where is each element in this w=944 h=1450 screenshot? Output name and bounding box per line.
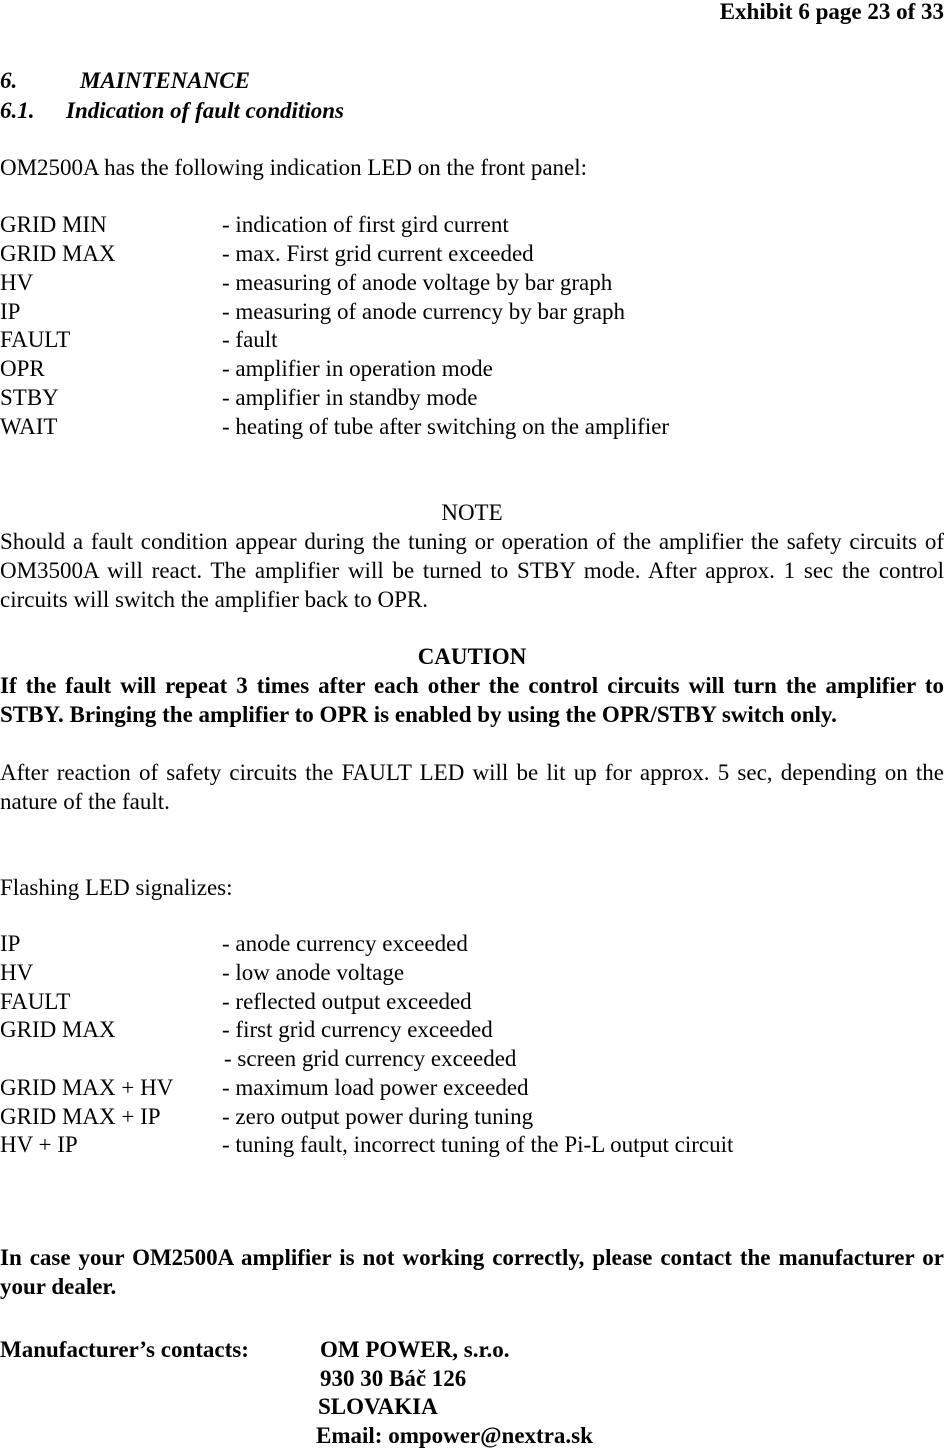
indicator-desc: - amplifier in operation mode <box>222 356 493 381</box>
flashing-intro: Flashing LED signalizes: <box>0 875 233 900</box>
indicator-label: GRID MAX <box>0 241 116 266</box>
contacts-label: Manufacturer’s contacts: <box>0 1337 249 1362</box>
subsection-number: 6.1. <box>0 98 35 123</box>
note-title: NOTE <box>441 500 503 525</box>
list-item <box>0 412 944 441</box>
flashing-desc: - reflected output exceeded <box>222 989 472 1014</box>
contact-note: In case your OM2500A amplifier is not working correctly, please contact the manufacturer or your dealer. <box>0 1245 944 1299</box>
list-item <box>0 239 944 268</box>
exhibit-header: Exhibit 6 page 23 of 33 <box>719 0 944 24</box>
flashing-desc: - first grid currency exceeded <box>222 1017 493 1042</box>
list-item <box>0 210 944 239</box>
caution-title: CAUTION <box>417 644 527 669</box>
list-item <box>0 383 944 412</box>
indicator-desc: - heating of tube after switching on the amplifier <box>222 414 670 439</box>
subsection-title: Indication of fault conditions <box>66 98 344 123</box>
flashing-desc: - screen grid currency exceeded <box>224 1046 517 1071</box>
list-item <box>0 1044 944 1073</box>
caution-text: If the fault will repeat 3 times after each other the control circuits will turn the amplifier to STBY. Bringing the amplifier to OPR is enabled by using the OPR/STBY switch only. <box>0 673 944 727</box>
intro-text: OM2500A has the following indication LED on the front panel: <box>0 155 588 180</box>
flashing-label: FAULT <box>0 989 71 1014</box>
indicator-label: HV <box>0 270 34 295</box>
list-item <box>0 1073 944 1102</box>
list-item <box>0 268 944 297</box>
indicator-desc: - amplifier in standby mode <box>222 385 478 410</box>
indicator-desc: - measuring of anode voltage by bar graph <box>222 270 613 295</box>
contacts-country: SLOVAKIA <box>318 1394 438 1419</box>
list-item <box>0 987 944 1016</box>
contacts-email: Email: ompower@nextra.sk <box>316 1423 593 1448</box>
indicator-label: OPR <box>0 356 45 381</box>
list-item <box>0 1102 944 1131</box>
flashing-label: GRID MAX + IP <box>0 1104 161 1129</box>
flashing-label: IP <box>0 931 21 956</box>
list-item <box>0 354 944 383</box>
list-item <box>0 1015 944 1044</box>
list-item <box>0 325 944 354</box>
section-title: MAINTENANCE <box>80 68 250 93</box>
flashing-desc: - zero output power during tuning <box>222 1104 534 1129</box>
list-item <box>0 1130 944 1159</box>
flashing-desc: - anode currency exceeded <box>222 931 468 956</box>
list-item <box>0 958 944 987</box>
contacts-address: 930 30 Báč 126 <box>320 1366 467 1391</box>
after-reaction-text: After reaction of safety circuits the FAULT LED will be lit up for approx. 5 sec, depending on the nature of the fault. <box>0 760 944 814</box>
indicator-label: FAULT <box>0 327 71 352</box>
indicator-label: IP <box>0 299 21 324</box>
flashing-label: HV <box>0 960 34 985</box>
indicator-label: WAIT <box>0 414 58 439</box>
list-item <box>0 297 944 326</box>
section-number: 6. <box>0 68 18 93</box>
indicator-desc: - measuring of anode currency by bar graph <box>222 299 625 324</box>
flashing-desc: - low anode voltage <box>222 960 405 985</box>
note-text: Should a fault condition appear during the tuning or operation of the amplifier the safety circuits of OM3500A will react. The amplifier will be turned to STBY mode. After approx. 1 sec the control circuits will switch the amplifier back to OPR. <box>0 529 944 612</box>
flashing-label: GRID MAX <box>0 1017 116 1042</box>
flashing-label: HV + IP <box>0 1132 78 1157</box>
indicator-label: GRID MIN <box>0 212 107 237</box>
indicator-desc: - max. First grid current exceeded <box>222 241 534 266</box>
indicator-label: STBY <box>0 385 59 410</box>
flashing-desc: - maximum load power exceeded <box>222 1075 529 1100</box>
indicator-desc: - indication of first gird current <box>222 212 509 237</box>
list-item <box>0 929 944 958</box>
indicator-desc: - fault <box>222 327 278 352</box>
flashing-desc: - tuning fault, incorrect tuning of the Pi-L output circuit <box>222 1132 734 1157</box>
flashing-label: GRID MAX + HV <box>0 1075 174 1100</box>
contacts-company: OM POWER, s.r.o. <box>320 1337 510 1362</box>
